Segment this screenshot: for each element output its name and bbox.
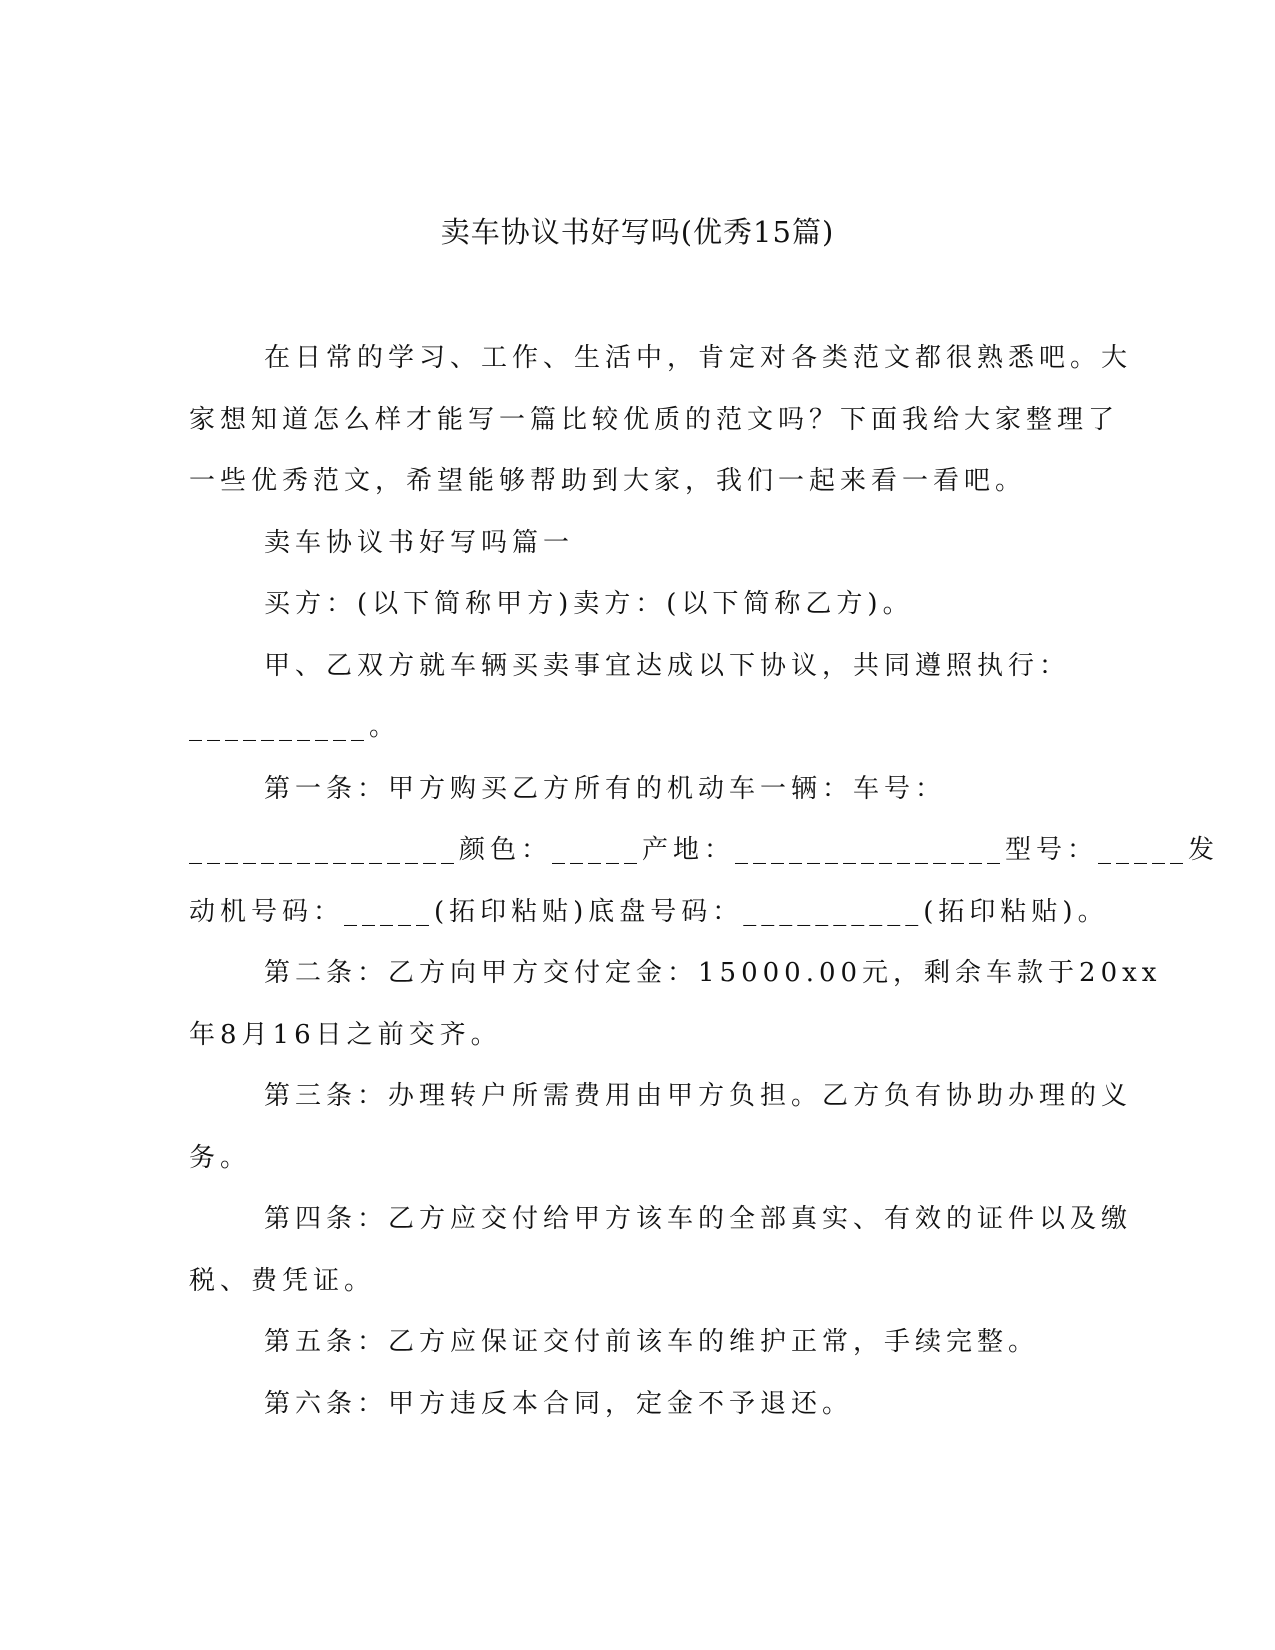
clause-line: 第一条：甲方购买乙方所有的机动车一辆：车号： (264, 773, 947, 804)
clause-line: 年8月16日之前交齐。 (189, 1019, 502, 1050)
paragraph-line: 买方：(以下简称甲方)卖方：(以下简称乙方)。 (264, 589, 914, 619)
clause-line: 第六条：甲方违反本合同，定金不予退还。 (264, 1388, 854, 1419)
paragraph-line: 甲、乙双方就车辆买卖事宜达成以下协议，共同遵照执行： (264, 650, 1071, 681)
paragraph-line: __________。 (189, 712, 401, 742)
clause-line: _______________颜色：_____产地：_______________型号：_____发 (189, 835, 1220, 865)
clause-line: 务。 (189, 1142, 252, 1173)
clause-line: 第四条：乙方应交付给甲方该车的全部真实、有效的证件以及缴 (264, 1204, 1133, 1234)
paragraph-line: 在日常的学习、工作、生活中，肯定对各类范文都很熟悉吧。大 (264, 343, 1133, 373)
document-body (189, 328, 1220, 1435)
clause-line: 第五条：乙方应保证交付前该车的维护正常，手续完整。 (264, 1327, 1040, 1357)
clause-line: 第二条：乙方向甲方交付定金：15000.00元，剩余车款于20xx (264, 958, 1162, 988)
clause-line: 第三条：办理转户所需费用由甲方负担。乙方负有协助办理的义 (264, 1081, 1133, 1111)
paragraph-line: 一些优秀范文，希望能够帮助到大家，我们一起来看一看吧。 (189, 466, 1027, 496)
document-title: 卖车协议书好写吗(优秀15篇) (440, 215, 835, 249)
clause-line: 税、费凭证。 (189, 1265, 376, 1296)
section-heading: 卖车协议书好写吗篇一 (264, 527, 575, 558)
clause-line: 动机号码：_____(拓印粘贴)底盘号码：__________(拓印粘贴)。 (189, 896, 1109, 927)
paragraph-line: 家想知道怎么样才能写一篇比较优质的范文吗？下面我给大家整理了 (189, 404, 1120, 435)
